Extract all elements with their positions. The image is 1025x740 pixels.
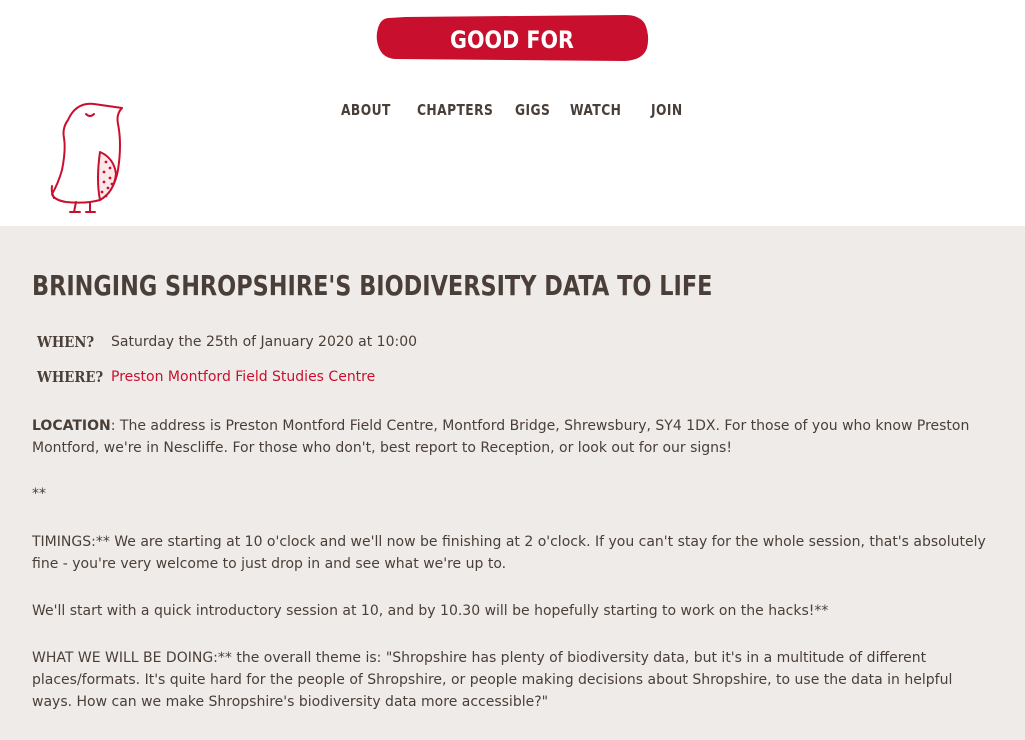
venue-link[interactable]: Preston Montford Field Studies Centre: [111, 369, 376, 385]
main-nav: [0, 98, 1025, 122]
logo-text: GOOD FOR NOTHING: [450, 26, 574, 106]
where-value: [111, 369, 375, 385]
page-title: BRINGING SHROPSHIRE'S BIODIVERSITY DATA TO LIFE: [32, 269, 713, 302]
intro-paragraph: We'll start with a quick introductory session at 10, and by 10.30 will be hopefully starting to work on the hacks!**: [32, 603, 829, 619]
nav-item-about[interactable]: ABOUT: [341, 101, 391, 119]
where-label: WHERE?: [37, 368, 104, 386]
event-content: [0, 226, 1025, 740]
robin-bird-icon: [48, 100, 128, 222]
site-logo[interactable]: [375, 14, 649, 106]
nav-item-join[interactable]: JOIN: [651, 101, 683, 119]
location-label: LOCATION: [32, 418, 111, 434]
stars-paragraph: **: [32, 486, 46, 502]
nav-item-watch[interactable]: WATCH: [570, 101, 622, 119]
when-value: Saturday the 25th of January 2020 at 10:00: [111, 334, 418, 350]
location-text: : The address is Preston Montford Field Centre, Montford Bridge, Shrewsbury, SY4 1DX. For those of you who know Preston Montford, we're in Nescliffe. For those who don't, best report to Reception, or look out for our signs!: [32, 418, 970, 456]
nav-item-gigs[interactable]: GIGS: [515, 101, 551, 119]
when-label: WHEN?: [37, 333, 95, 351]
nav-item-chapters[interactable]: CHAPTERS: [417, 101, 494, 119]
what-we-will-be-doing-paragraph: WHAT WE WILL BE DOING:** the overall theme is: "Shropshire has plenty of biodiversity data, but it's in a multitude of different places/formats. It's quite hard for the people of Shropshire, or people making decisions about Shropshire, to use the data in helpful ways. How can we make Shropshire's biodiversity data more accessible?": [32, 650, 953, 710]
site-header: [0, 0, 1025, 226]
location-paragraph: [32, 415, 992, 459]
timings-paragraph: TIMINGS:** We are starting at 10 o'clock and we'll now be finishing at 2 o'clock. If you can't stay for the whole session, that's absolutely fine - you're very welcome to just drop in and see what we're up to.: [32, 534, 986, 572]
